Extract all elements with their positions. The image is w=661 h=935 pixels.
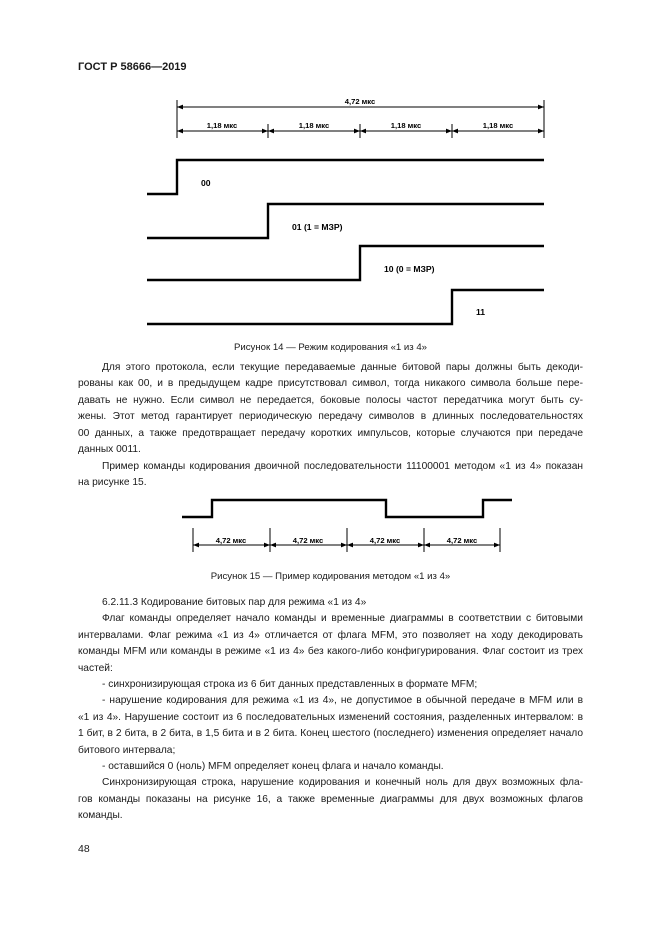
- text-line: интервалами. Флаг режима «1 из 4» отличается от флага MFM, это позволяет на ходу декодировать: [78, 629, 583, 641]
- text-line: битового интервала;: [78, 744, 176, 756]
- text-line: гов команды показаны на рисунке 16, а также временные диаграммы для двух возможных флагов: [78, 793, 583, 805]
- text-line: жены. Этот метод гарантирует периодическую передачу символов в длинных последовательностях: [78, 411, 583, 423]
- text-line: команды.: [78, 810, 123, 822]
- text-line: 1 бит, в 2 бита, в 2 бита, в 1,5 бита и в 2 бита. Конец шестого (последнего) изменения определяет начало: [78, 728, 583, 740]
- text-line: рованы как 00, и в предыдущем кадре присутствовал символ, тогда никакого символа больше пере-: [78, 378, 583, 390]
- list-item: - нарушение кодирования для режима «1 из 4», не допустимое в обычной передаче в MFM или в: [102, 695, 583, 707]
- wave-label-11: 11: [476, 307, 486, 317]
- figure-14-timing-diagram: [0, 0, 661, 360]
- text-line: данных 0011.: [78, 444, 141, 456]
- example-interval-label-3: 4,72 мкс: [369, 536, 401, 545]
- standard-code-header: ГОСТ Р 58666—2019: [78, 61, 187, 73]
- interval-label-1: 1,18 мкс: [206, 121, 238, 130]
- text-line: на рисунке 15.: [78, 477, 147, 489]
- text-line: «1 из 4». Нарушение состоит из 6 последовательных изменений состояния, разделенных интервалом: в: [78, 711, 583, 723]
- waveform-10: [147, 246, 544, 280]
- list-item: - синхронизирующая строка из 6 бит данных представленных в формате MFM;: [102, 679, 478, 691]
- section-heading: 6.2.11.3 Кодирование битовых пар для режима «1 из 4»: [102, 597, 367, 608]
- example-interval-label-4: 4,72 мкс: [446, 536, 478, 545]
- list-item: - оставшийся 0 (ноль) MFM определяет конец флага и начало команды.: [102, 761, 444, 773]
- interval-label-4: 1,18 мкс: [482, 121, 514, 130]
- example-interval-label-2: 4,72 мкс: [292, 536, 324, 545]
- example-waveform: [182, 500, 512, 517]
- waveform-01: [147, 204, 544, 238]
- wave-label-10: 10 (0 = МЗР): [384, 264, 435, 274]
- paragraph-example: [78, 459, 583, 492]
- figure-14-caption: Рисунок 14 — Режим кодирования «1 из 4»: [233, 342, 428, 353]
- text-line: Для этого протокола, если текущие передаваемые данные битовой пары должны быть декоди-: [102, 362, 583, 373]
- text-line: частей:: [78, 662, 113, 674]
- text-line: давать не нужно. Если символ не передается, боковые полосы частот передатчика могут быть су-: [78, 394, 583, 406]
- paragraph-protocol: [78, 360, 583, 458]
- page-number: 48: [78, 843, 90, 855]
- example-interval-label-1: 4,72 мкс: [215, 536, 247, 545]
- interval-label-3: 1,18 мкс: [390, 121, 422, 130]
- wave-label-00: 00: [201, 178, 211, 188]
- total-duration-label: 4,72 мкс: [344, 97, 376, 106]
- figure-15-caption: Рисунок 15 — Пример кодирования методом «1 из 4»: [210, 571, 451, 582]
- section-6-2-11-3: [78, 595, 583, 825]
- waveform-00: [147, 160, 544, 194]
- text-line: Пример команды кодирования двоичной последовательности 11100001 методом «1 из 4» показан: [102, 461, 583, 472]
- wave-label-01: 01 (1 = МЗР): [292, 222, 343, 232]
- text-line: команды MFM или команды в режиме «1 из 4» без какого-либо конфигурирования. Флаг состоит из трех: [78, 646, 583, 658]
- interval-label-2: 1,18 мкс: [298, 121, 330, 130]
- text-line: Флаг команды определяет начало команды и временные диаграммы в соответствии с битовыми: [102, 613, 583, 625]
- text-line: Синхронизирующая строка, нарушение кодирования и конечный ноль для двух возможных фла-: [102, 777, 583, 789]
- text-line: 00 данных, а также предотвращает передачу коротких импульсов, которые случаются при передаче: [78, 427, 583, 439]
